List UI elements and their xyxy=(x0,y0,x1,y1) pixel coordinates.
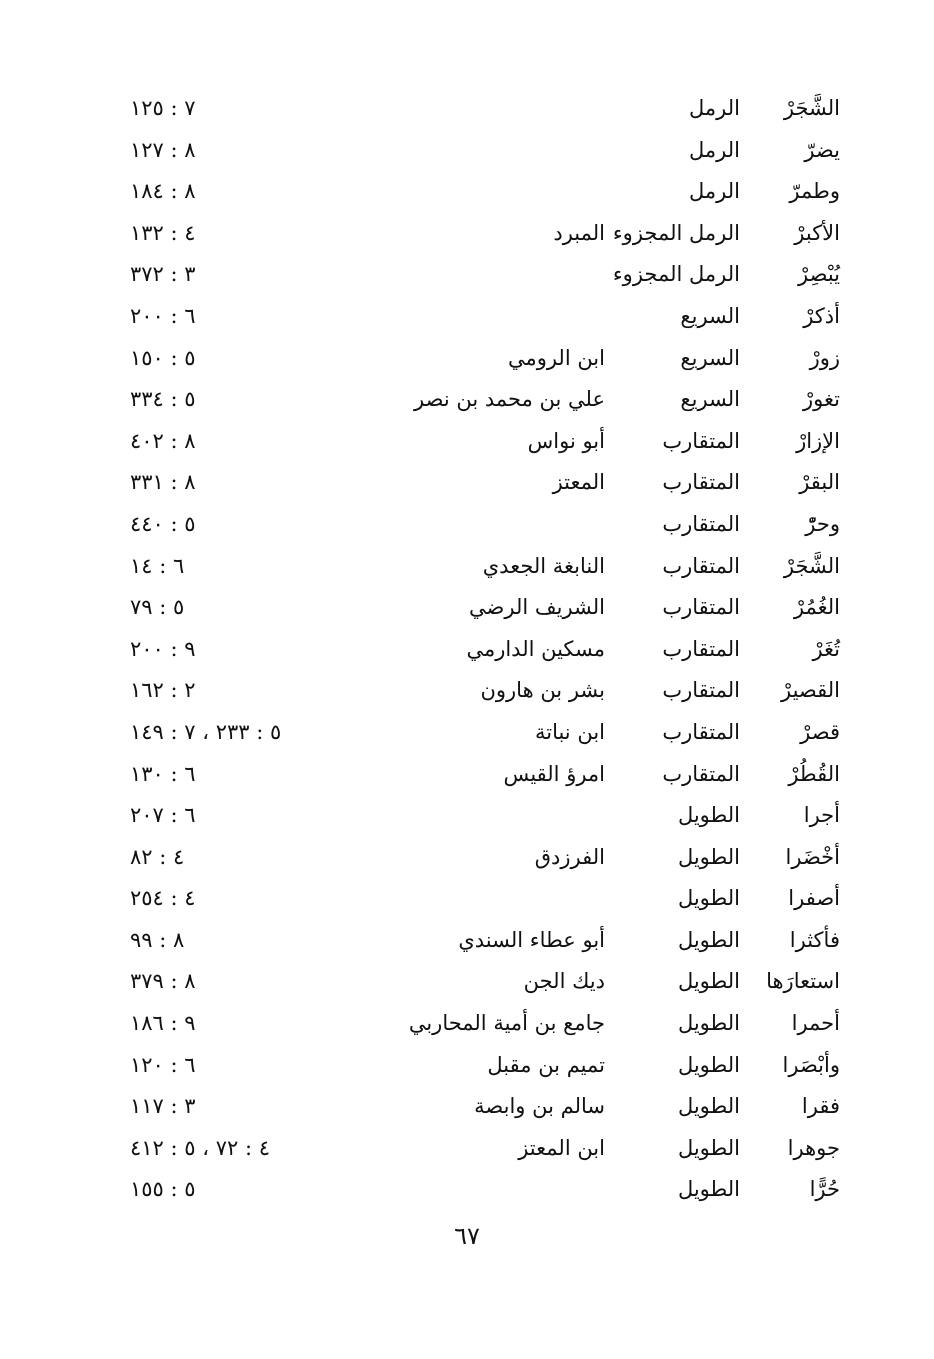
poet-name: المعتز xyxy=(552,470,605,495)
index-row xyxy=(100,462,840,504)
meter-name: المتقارب xyxy=(662,761,740,786)
poet-name: ديك الجن xyxy=(523,969,605,994)
index-row xyxy=(100,1045,840,1087)
meter-name: الطويل xyxy=(677,969,740,994)
meter-name: الطويل xyxy=(677,1135,740,1160)
rhyme-word: وطمرّ xyxy=(789,179,840,204)
meter-name: الرمل xyxy=(689,179,740,204)
rhyme-word: فأكثرا xyxy=(789,927,840,952)
rhyme-word: جوهرا xyxy=(787,1135,840,1160)
rhyme-word: الغُمُرْ xyxy=(793,595,840,620)
index-row xyxy=(100,504,840,546)
volume-page-reference: ٦ : ١٤ xyxy=(130,553,185,578)
meter-name: المتقارب xyxy=(662,636,740,661)
meter-name: المتقارب xyxy=(662,553,740,578)
poet-name: المبرد xyxy=(553,220,605,245)
poet-name: النابغة الجعدي xyxy=(482,553,605,578)
meter-name: المتقارب xyxy=(662,595,740,620)
poet-name: الشريف الرضي xyxy=(469,595,605,620)
rhyme-index-table xyxy=(100,88,840,1211)
index-row xyxy=(100,795,840,837)
index-row xyxy=(100,379,840,421)
meter-name: المتقارب xyxy=(662,428,740,453)
volume-page-reference: ٥ : ٤٤٠ xyxy=(130,511,196,536)
meter-name: الطويل xyxy=(677,844,740,869)
meter-name: الطويل xyxy=(677,886,740,911)
poet-name: سالم بن وابصة xyxy=(474,1094,605,1119)
poet-name: ابن نباتة xyxy=(534,719,605,744)
rhyme-word: تُغَرْ xyxy=(812,636,840,661)
volume-page-reference: ٣ : ١١٧ xyxy=(130,1094,196,1119)
index-row xyxy=(100,587,840,629)
index-row xyxy=(100,837,840,879)
rhyme-word: أخْضَرا xyxy=(785,844,840,869)
volume-page-reference: ٧ : ١٢٥ xyxy=(130,96,196,120)
index-row xyxy=(100,171,840,213)
volume-page-reference: ٨ : ٩٩ xyxy=(130,927,185,952)
page-number: ٦٧ xyxy=(454,1222,480,1250)
index-row xyxy=(100,546,840,588)
poet-name: مسكين الدارمي xyxy=(466,636,605,661)
volume-page-reference: ٥ : ١٥٥ xyxy=(130,1177,196,1202)
volume-page-reference: ٢ : ١٦٢ xyxy=(130,678,196,703)
volume-page-reference: ٤ : ٧٢ ، ٥ : ٤١٢ xyxy=(130,1135,270,1160)
meter-name: الرمل المجزوء xyxy=(612,262,740,287)
volume-page-reference: ٤ : ٢٥٤ xyxy=(130,886,196,911)
volume-page-reference: ٨ : ١٨٤ xyxy=(130,179,196,204)
index-row xyxy=(100,1003,840,1045)
index-row xyxy=(100,1086,840,1128)
index-row xyxy=(100,296,840,338)
meter-name: الرمل xyxy=(689,137,740,162)
meter-name: المتقارب xyxy=(662,470,740,495)
index-row xyxy=(100,712,840,754)
volume-page-reference: ٣ : ٣٧٢ xyxy=(130,262,196,287)
meter-name: الطويل xyxy=(677,927,740,952)
index-row xyxy=(100,670,840,712)
poet-name: ابن المعتز xyxy=(518,1135,605,1160)
poet-name: الفرزدق xyxy=(534,844,605,869)
poet-name: أبو نواس xyxy=(527,428,605,453)
index-row xyxy=(100,1128,840,1170)
volume-page-reference: ٩ : ١٨٦ xyxy=(130,1011,196,1036)
index-row xyxy=(100,421,840,463)
rhyme-word: تغورْ xyxy=(803,387,840,412)
index-row xyxy=(100,754,840,796)
meter-name: الرمل xyxy=(689,96,740,120)
volume-page-reference: ٩ : ٢٠٠ xyxy=(130,636,196,661)
rhyme-word: يضرّ xyxy=(804,137,840,162)
index-row xyxy=(100,88,840,130)
meter-name: السريع xyxy=(680,303,740,328)
volume-page-reference: ٤ : ١٣٢ xyxy=(130,220,196,245)
volume-page-reference: ٦ : ٢٠٠ xyxy=(130,303,196,328)
index-row xyxy=(100,130,840,172)
volume-page-reference: ٥ : ١٥٠ xyxy=(130,345,196,370)
volume-page-reference: ٨ : ٣٣١ xyxy=(130,470,196,495)
meter-name: الطويل xyxy=(677,1011,740,1036)
rhyme-word: يُبْصِرْ xyxy=(798,262,840,287)
rhyme-word: الإزارْ xyxy=(796,428,840,453)
rhyme-word: وأبْصَرا xyxy=(782,1052,840,1077)
poet-name: علي بن محمد بن نصر xyxy=(414,387,605,412)
meter-name: الطويل xyxy=(677,1052,740,1077)
rhyme-word: البقرْ xyxy=(799,470,840,495)
rhyme-word: أجرا xyxy=(803,803,840,828)
index-row xyxy=(100,338,840,380)
index-row xyxy=(100,1169,840,1211)
rhyme-word: الشَّجَرْ xyxy=(783,553,840,578)
rhyme-word: القصيرْ xyxy=(781,678,840,703)
index-row xyxy=(100,878,840,920)
poet-name: ابن الرومي xyxy=(507,345,605,370)
index-row xyxy=(100,961,840,1003)
meter-name: السريع xyxy=(680,345,740,370)
volume-page-reference: ٦ : ٢٠٧ xyxy=(130,803,196,828)
index-row xyxy=(100,920,840,962)
volume-page-reference: ٨ : ٣٧٩ xyxy=(130,969,196,994)
rhyme-word: زورْ xyxy=(809,345,840,370)
poet-name: أبو عطاء السندي xyxy=(458,927,605,952)
volume-page-reference: ٨ : ٤٠٢ xyxy=(130,428,196,453)
volume-page-reference: ٥ : ٢٣٣ ، ٧ : ١٤٩ xyxy=(130,719,282,744)
volume-page-reference: ٦ : ١٣٠ xyxy=(130,761,196,786)
index-row xyxy=(100,629,840,671)
index-row xyxy=(100,254,840,296)
rhyme-word: قصرْ xyxy=(800,719,840,744)
rhyme-word: وحرّْ xyxy=(805,511,840,536)
index-row xyxy=(100,213,840,255)
rhyme-word: فقرا xyxy=(801,1094,840,1119)
rhyme-word: أصفرا xyxy=(788,886,840,911)
poet-name: امرؤ القيس xyxy=(503,761,605,786)
poet-name: بشر بن هارون xyxy=(480,678,605,703)
meter-name: الرمل المجزوء xyxy=(612,220,740,245)
meter-name: الطويل xyxy=(677,803,740,828)
meter-name: المتقارب xyxy=(662,719,740,744)
rhyme-word: استعارَها xyxy=(766,969,840,994)
rhyme-word: الأكبرْ xyxy=(794,220,840,245)
rhyme-word: أحمرا xyxy=(791,1011,840,1036)
meter-name: الطويل xyxy=(677,1177,740,1202)
rhyme-word: أذكرْ xyxy=(803,303,840,328)
volume-page-reference: ٤ : ٨٢ xyxy=(130,844,185,869)
volume-page-reference: ٥ : ٣٣٤ xyxy=(130,387,196,412)
volume-page-reference: ٥ : ٧٩ xyxy=(130,595,185,620)
meter-name: السريع xyxy=(680,387,740,412)
meter-name: المتقارب xyxy=(662,511,740,536)
meter-name: المتقارب xyxy=(662,678,740,703)
volume-page-reference: ٦ : ١٢٠ xyxy=(130,1052,196,1077)
rhyme-word: القُطُرْ xyxy=(788,761,840,786)
volume-page-reference: ٨ : ١٢٧ xyxy=(130,137,196,162)
rhyme-word: الشَّجَرْ xyxy=(783,96,840,120)
poet-name: تميم بن مقبل xyxy=(487,1052,605,1077)
meter-name: الطويل xyxy=(677,1094,740,1119)
poet-name: جامع بن أمية المحاربي xyxy=(408,1011,605,1036)
rhyme-word: حُرًّا xyxy=(809,1177,840,1202)
